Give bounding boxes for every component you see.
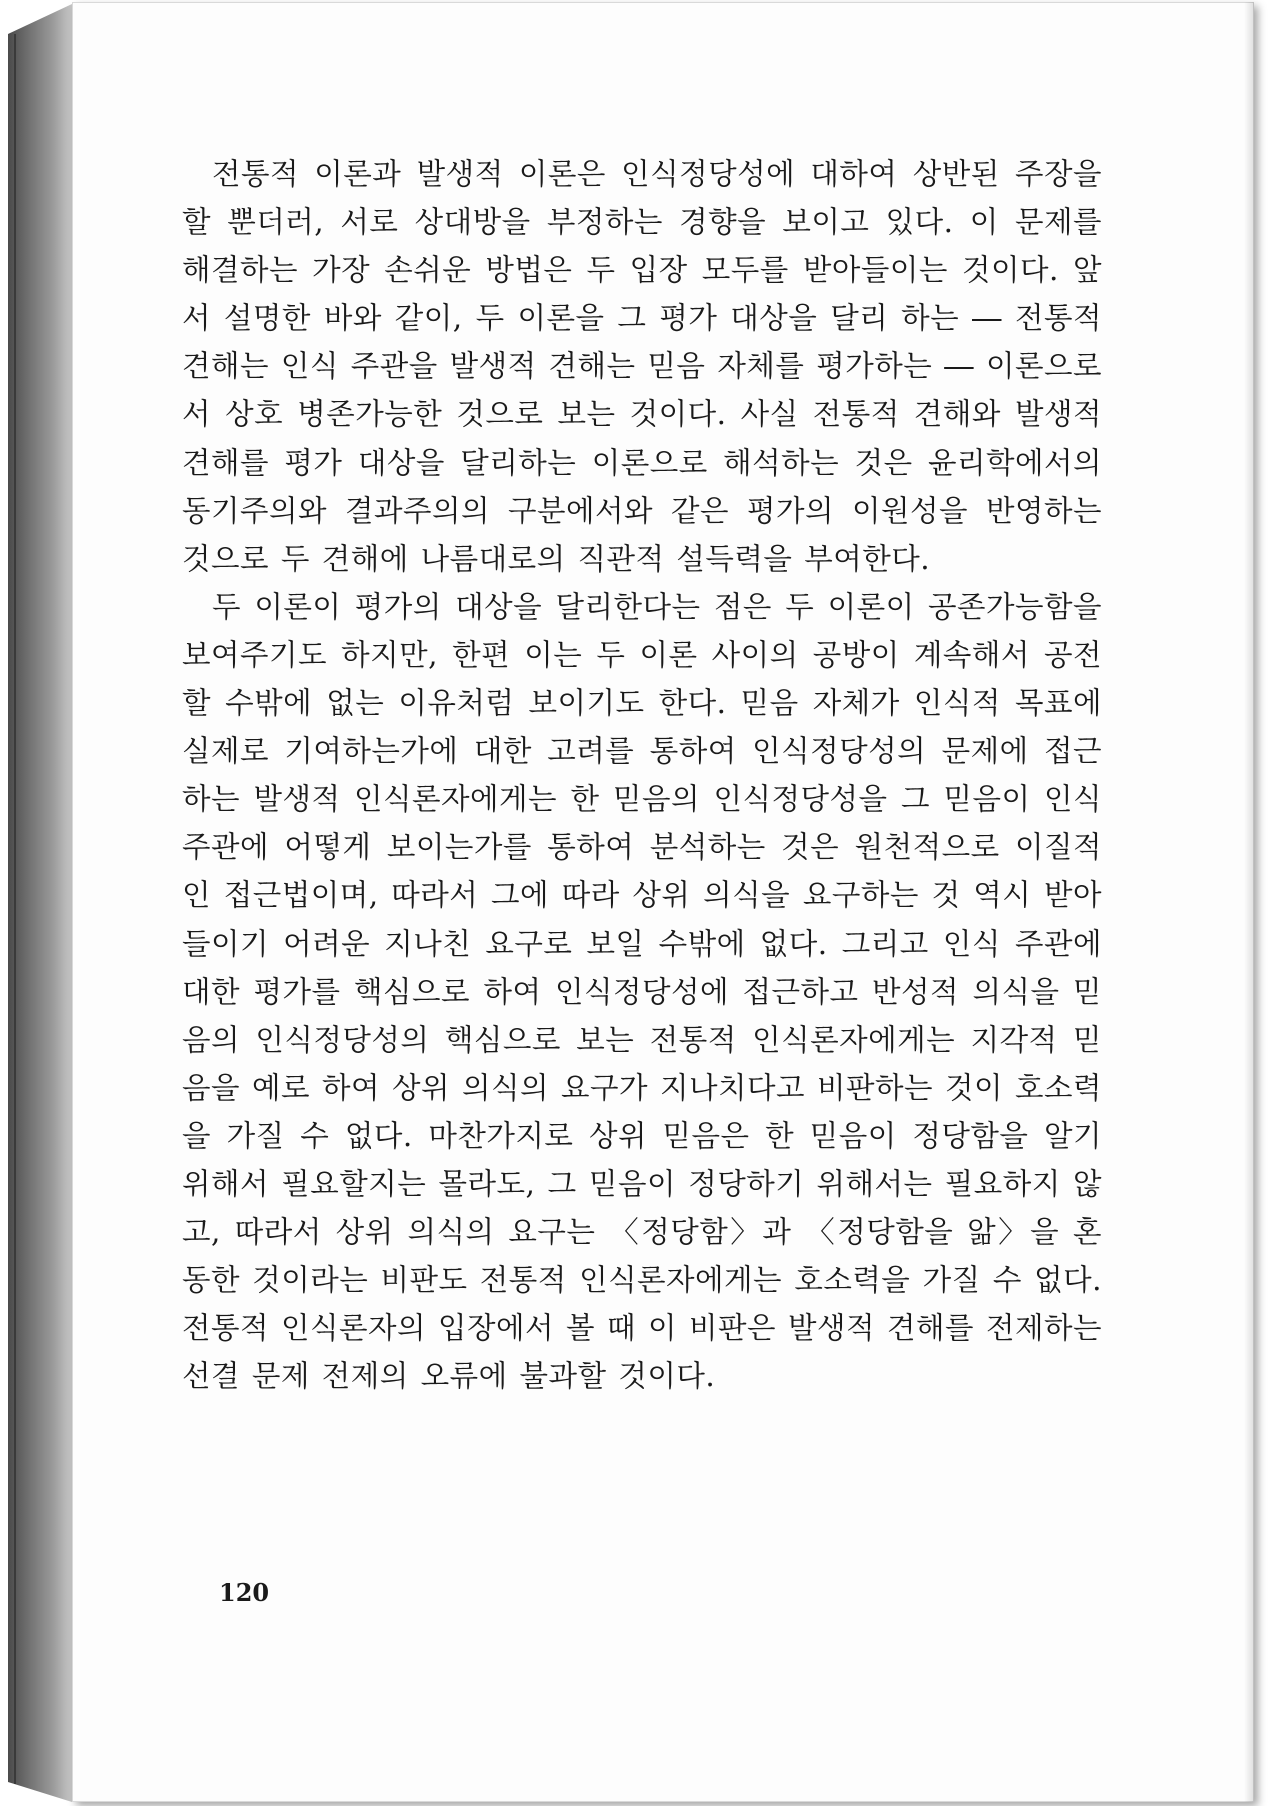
page-number: 120 (219, 1578, 270, 1607)
book-spine-edge (8, 4, 72, 1802)
body-text (182, 150, 1102, 1400)
page-edge-shadow (1244, 2, 1254, 1802)
spine-divider-line (14, 34, 16, 1784)
paragraph-2: 두 이론이 평가의 대상을 달리한다는 점은 두 이론이 공존가능함을 보여주기도 하지만, 한편 이는 두 이론 사이의 공방이 계속해서 공전할 수밖에 없는 이유처럼 보이기도 한다. 믿음 자체가 인식적 목표에 실제로 기여하는가에 대한 고려를 통하여 인식정당성의 문제에 접근하는 발생적 인식론자에게는 한 믿음의 인식정당성을 그 믿음이 인식 주관에 어떻게 보이는가를 통하여 분석하는 것은 원천적으로 이질적인 접근법이며, 따라서 그에 따라 상위 의식을 요구하는 것 역시 받아들이기 어려운 지나친 요구로 보일 수밖에 없다. 그리고 인식 주관에 대한 평가를 핵심으로 하여 인식정당성에 접근하고 반성적 의식을 믿음의 인식정당성의 핵심으로 보는 전통적 인식론자에게는 지각적 믿음을 예로 하여 상위 의식의 요구가 지나치다고 비판하는 것이 호소력을 가질 수 없다. 마찬가지로 상위 믿음은 한 믿음이 정당함을 알기 위해서 필요할지는 몰라도, 그 믿음이 정당하기 위해서는 필요하지 않고, 따라서 상위 의식의 요구는 〈정당함〉과 〈정당함을 앎〉을 혼동한 것이라는 비판도 전통적 인식론자에게는 호소력을 가질 수 없다. 전통적 인식론자의 입장에서 볼 때 이 비판은 발생적 견해를 전제하는 선결 문제 전제의 오류에 불과할 것이다. (182, 589, 1102, 1394)
paragraph-1: 전통적 이론과 발생적 이론은 인식정당성에 대하여 상반된 주장을 할 뿐더러, 서로 상대방을 부정하는 경향을 보이고 있다. 이 문제를 해결하는 가장 손쉬운 방법은 두 입장 모두를 받아들이는 것이다. 앞서 설명한 바와 같이, 두 이론을 그 평가 대상을 달리 하는 ― 전통적 견해는 인식 주관을 발생적 견해는 믿음 자체를 평가하는 ― 이론으로서 상호 병존가능한 것으로 보는 것이다. 사실 전통적 견해와 발생적 견해를 평가 대상을 달리하는 이론으로 해석하는 것은 윤리학에서의 동기주의와 결과주의의 구분에서와 같은 평가의 이원성을 반영하는 것으로 두 견해에 나름대로의 직관적 설득력을 부여한다. (182, 157, 1102, 576)
